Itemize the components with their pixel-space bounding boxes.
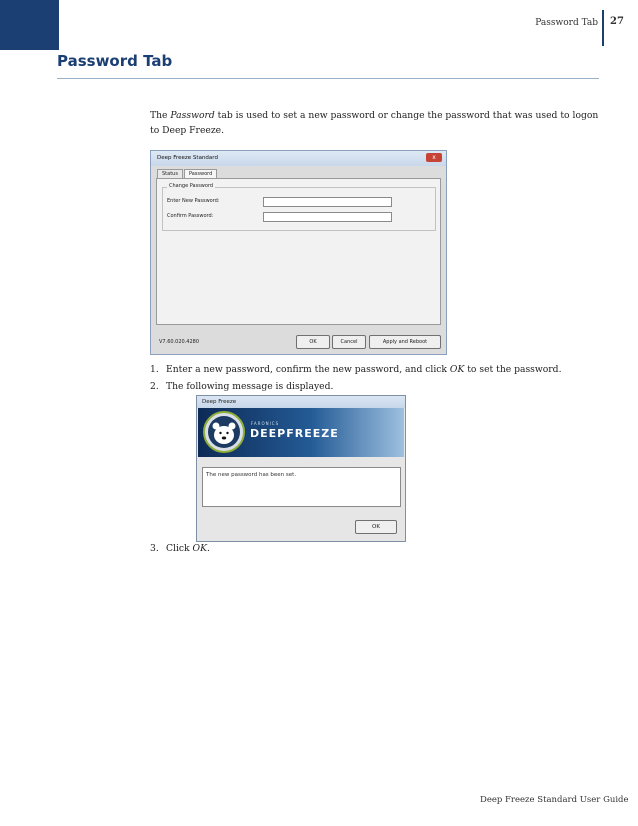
- deep-freeze-message-window: [196, 395, 406, 542]
- header-divider: [602, 10, 604, 46]
- confirm-password-label: Confirm Password:: [167, 213, 214, 219]
- step-2: 2. The following message is displayed.: [150, 381, 334, 392]
- cancel-button[interactable]: Cancel: [332, 335, 366, 349]
- page-heading: Password Tab: [57, 52, 173, 70]
- new-password-field[interactable]: [263, 197, 392, 207]
- corner-color-block: [0, 0, 59, 50]
- deep-freeze-banner: [198, 408, 404, 457]
- tab-status[interactable]: Status: [157, 169, 183, 178]
- tab-password[interactable]: Password: [184, 169, 217, 178]
- window-title-bar: [151, 151, 446, 166]
- close-icon[interactable]: x: [426, 153, 442, 162]
- message-text: The new password has been set.: [206, 472, 297, 478]
- faronics-brand: FARONICS: [251, 421, 280, 426]
- message-ok-button[interactable]: OK: [355, 520, 397, 534]
- change-password-group: [162, 183, 436, 231]
- message-title: Deep Freeze: [197, 396, 405, 408]
- group-label: Change Password: [169, 183, 214, 189]
- header-section-title: Password Tab: [535, 18, 598, 28]
- step-1: 1. Enter a new password, confirm the new password, and click OK to set the password.: [150, 364, 562, 375]
- step-3: 3. Click OK.: [150, 543, 210, 554]
- message-text-area: [202, 467, 401, 507]
- polar-bear-logo-icon: [203, 411, 245, 453]
- ok-button[interactable]: OK: [296, 335, 330, 349]
- deep-freeze-standard-window: [150, 150, 447, 355]
- intro-paragraph: The Password tab is used to set a new password or change the password that was used to logon to Deep Freeze.: [150, 110, 599, 136]
- deep-freeze-brand: DEEPFREEZE: [250, 427, 339, 440]
- password-tab-panel: [156, 178, 441, 325]
- apply-and-reboot-button[interactable]: Apply and Reboot: [369, 335, 441, 349]
- version-label: V7.60.020.4280: [159, 339, 199, 345]
- confirm-password-field[interactable]: [263, 212, 392, 222]
- tab-strip: [157, 169, 218, 178]
- window-title: Deep Freeze Standard: [157, 155, 218, 161]
- page-footer: Deep Freeze Standard User Guide: [480, 795, 629, 805]
- new-password-label: Enter New Password:: [167, 198, 220, 204]
- page-number: 27: [610, 16, 624, 27]
- heading-rule: [57, 78, 599, 79]
